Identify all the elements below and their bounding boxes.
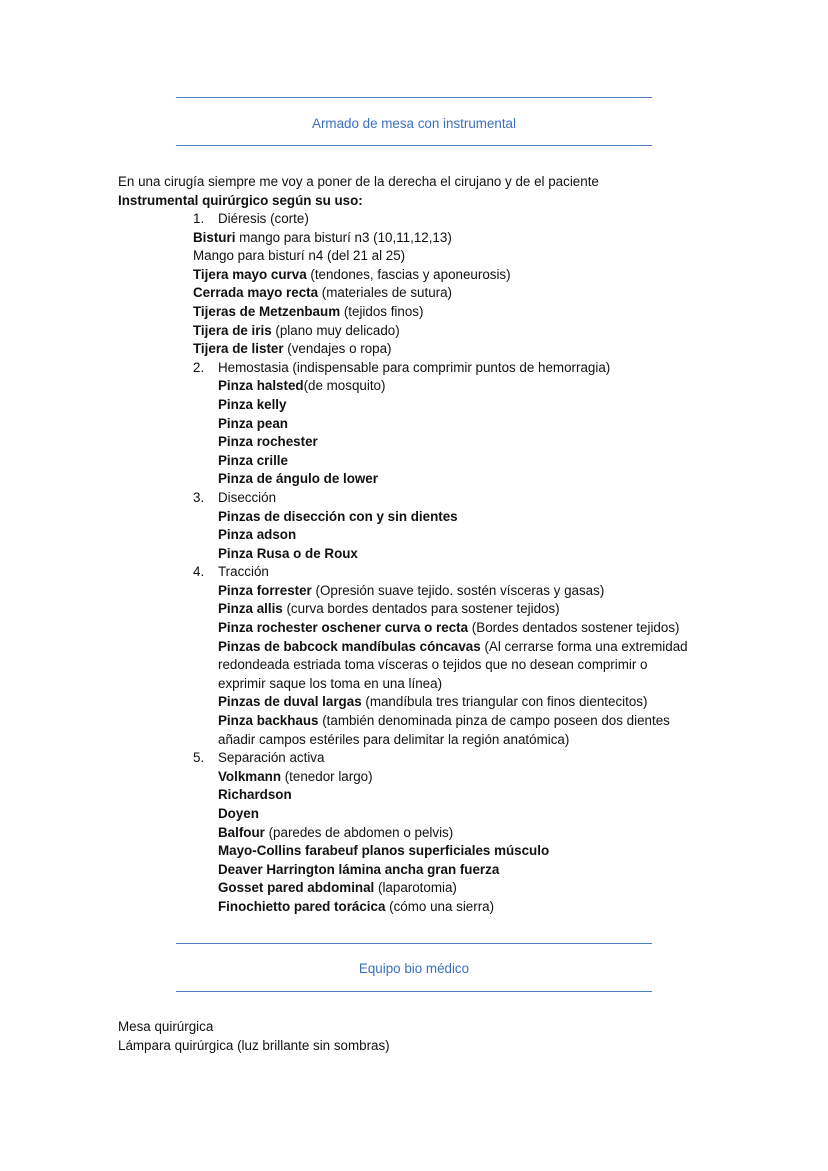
instrument-item	[193, 712, 688, 731]
instrument-name: Pinzas de disección con y sin dientes	[218, 508, 458, 524]
section-title-line	[193, 359, 688, 378]
section-title-line	[193, 489, 688, 508]
instrument-name: Gosset pared abdominal	[218, 880, 375, 896]
heading-rule-top	[176, 943, 652, 944]
list-number: 4.	[193, 564, 205, 580]
instrument-item	[193, 247, 688, 266]
instrument-item	[193, 898, 688, 917]
instrument-item	[193, 322, 688, 341]
instrument-description: (de mosquito)	[303, 378, 386, 394]
instrument-name: Balfour	[218, 824, 265, 840]
instrument-name: Richardson	[218, 787, 292, 803]
instrument-name: Pinza rochester oschener curva o recta	[218, 620, 469, 636]
instrument-description: redondeada estriada toma vísceras o tejidos que no desean comprimir o	[218, 657, 648, 673]
instrument-name: Mayo-Collins farabeuf planos superficiales músculo	[218, 843, 550, 859]
instrument-item	[193, 470, 688, 489]
instrument-item	[193, 842, 688, 861]
instrument-description: añadir campos estériles para delimitar la región anatómica)	[218, 731, 570, 747]
instrument-name: Pinza forrester	[218, 582, 312, 598]
instrument-description: (materiales de sutura)	[318, 285, 453, 301]
instrument-item	[193, 452, 688, 471]
instrument-description: (tenedor largo)	[281, 768, 373, 784]
intro-text: En una cirugía siempre me voy a poner de la derecha el cirujano y de el paciente	[118, 174, 599, 189]
instrument-item	[193, 545, 688, 564]
instrument-item	[193, 284, 688, 303]
instrument-item	[193, 786, 688, 805]
instrument-name: Tijeras de Metzenbaum	[193, 303, 341, 319]
section-title: Diéresis (corte)	[218, 211, 309, 226]
instrument-description: (laparotomia)	[374, 880, 457, 896]
instrument-description: (Bordes dentados sostener tejidos)	[468, 620, 680, 636]
instrument-name: Pinza Rusa o de Roux	[218, 545, 358, 561]
instrument-name: Bisturi	[193, 229, 236, 245]
section-title: Tracción	[218, 564, 269, 580]
instrument-item	[193, 656, 688, 675]
instrument-description: (paredes de abdomen o pelvis)	[264, 824, 454, 840]
instrument-item	[193, 415, 688, 434]
instrument-item	[193, 638, 688, 657]
heading-rule-top	[176, 97, 652, 98]
equipment-item: Lámpara quirúrgica (luz brillante sin sombras)	[118, 1037, 390, 1053]
instrument-item	[193, 768, 688, 787]
list-number: 2.	[193, 359, 205, 375]
instrument-name: Volkmann	[218, 768, 281, 784]
instrument-item	[193, 377, 688, 396]
instrument-description: (Al cerrarse forma una extremidad	[480, 638, 688, 654]
instrument-description: mango para bisturí n3 (10,11,12,13)	[235, 229, 452, 245]
instrument-description: (Opresión suave tejido. sostén vísceras y gasas)	[311, 582, 605, 598]
instrument-name: Cerrada mayo recta	[193, 285, 319, 301]
instrument-item	[193, 340, 688, 359]
instrument-name: Pinza rochester	[218, 434, 318, 450]
instrument-name: Pinzas de duval largas	[218, 694, 362, 710]
section-heading-armado	[176, 97, 652, 146]
instrument-description: (tendones, fascias y aponeurosis)	[306, 266, 511, 282]
heading-title: Equipo bio médico	[358, 961, 470, 976]
instrument-item	[193, 303, 688, 322]
instrument-description: (vendajes o ropa)	[283, 341, 392, 357]
instrument-item	[193, 731, 688, 750]
instrument-item	[193, 805, 688, 824]
instrument-name: Pinza kelly	[218, 396, 287, 412]
instrument-item	[193, 396, 688, 415]
instrument-name: Pinza crille	[218, 452, 288, 468]
instrument-item	[193, 433, 688, 452]
instrument-item	[193, 675, 688, 694]
instrument-name: Pinza pean	[218, 415, 288, 431]
instrument-item	[193, 861, 688, 880]
instrument-name: Pinza halsted	[218, 378, 304, 394]
instrument-description: (tejidos finos)	[340, 303, 424, 319]
heading-rule-bottom	[176, 991, 652, 992]
heading-rule-bottom	[176, 145, 652, 146]
equipment-item: Mesa quirúrgica	[118, 1019, 214, 1034]
heading-title: Armado de mesa con instrumental	[312, 116, 516, 131]
instrument-name: Finochietto pared torácica	[218, 898, 386, 914]
instrument-item	[193, 508, 688, 527]
instrument-description: Mango para bisturí n4 (del 21 al 25)	[193, 248, 406, 264]
section-title: Disección	[218, 489, 277, 505]
instrument-description: (plano muy delicado)	[271, 322, 400, 338]
list-number: 1.	[193, 211, 205, 226]
instrument-item	[193, 266, 688, 285]
list-number: 5.	[193, 750, 205, 766]
instrument-item	[193, 526, 688, 545]
section-title: Hemostasia (indispensable para comprimir puntos de hemorragia)	[218, 359, 611, 375]
instrument-item	[193, 879, 688, 898]
instrument-name: Tijera mayo curva	[193, 266, 307, 282]
section-title: Separación activa	[218, 750, 325, 766]
instrument-item	[193, 619, 688, 638]
list-number: 3.	[193, 489, 205, 505]
section-title-line	[193, 749, 688, 768]
instrument-item	[193, 824, 688, 843]
instrument-item	[193, 693, 688, 712]
section-title-line	[193, 210, 688, 229]
instrument-name: Deaver Harrington lámina ancha gran fuerza	[218, 861, 500, 877]
instrument-description: (mandíbula tres triangular con finos dientecitos)	[361, 694, 648, 710]
instrument-name: Pinza de ángulo de lower	[218, 471, 378, 487]
section-title-line	[193, 563, 688, 582]
instrument-item	[193, 582, 688, 601]
instrument-description: (también denominada pinza de campo poseen dos dientes	[318, 713, 670, 729]
instrument-name: Tijera de iris	[193, 322, 272, 338]
instrument-name: Doyen	[218, 806, 259, 821]
instruments-subtitle: Instrumental quirúrgico según su uso:	[118, 192, 363, 208]
instrument-description: (curva bordes dentados para sostener tejidos)	[282, 601, 560, 617]
instrument-name: Pinza adson	[218, 527, 297, 543]
instrument-description: (cómo una sierra)	[385, 898, 495, 914]
instrument-name: Pinzas de babcock mandíbulas cóncavas	[218, 638, 481, 654]
equipment-list	[118, 1018, 390, 1055]
instrument-description: exprimir saque los toma en una línea)	[218, 675, 443, 691]
instrument-list	[193, 210, 688, 917]
instrument-name: Tijera de lister	[193, 341, 284, 357]
intro-block	[118, 173, 599, 210]
instrument-item	[193, 600, 688, 619]
instrument-name: Pinza backhaus	[218, 713, 319, 729]
instrument-name: Pinza allis	[218, 601, 283, 617]
section-heading-equipo	[176, 943, 652, 992]
instrument-item	[193, 229, 688, 248]
